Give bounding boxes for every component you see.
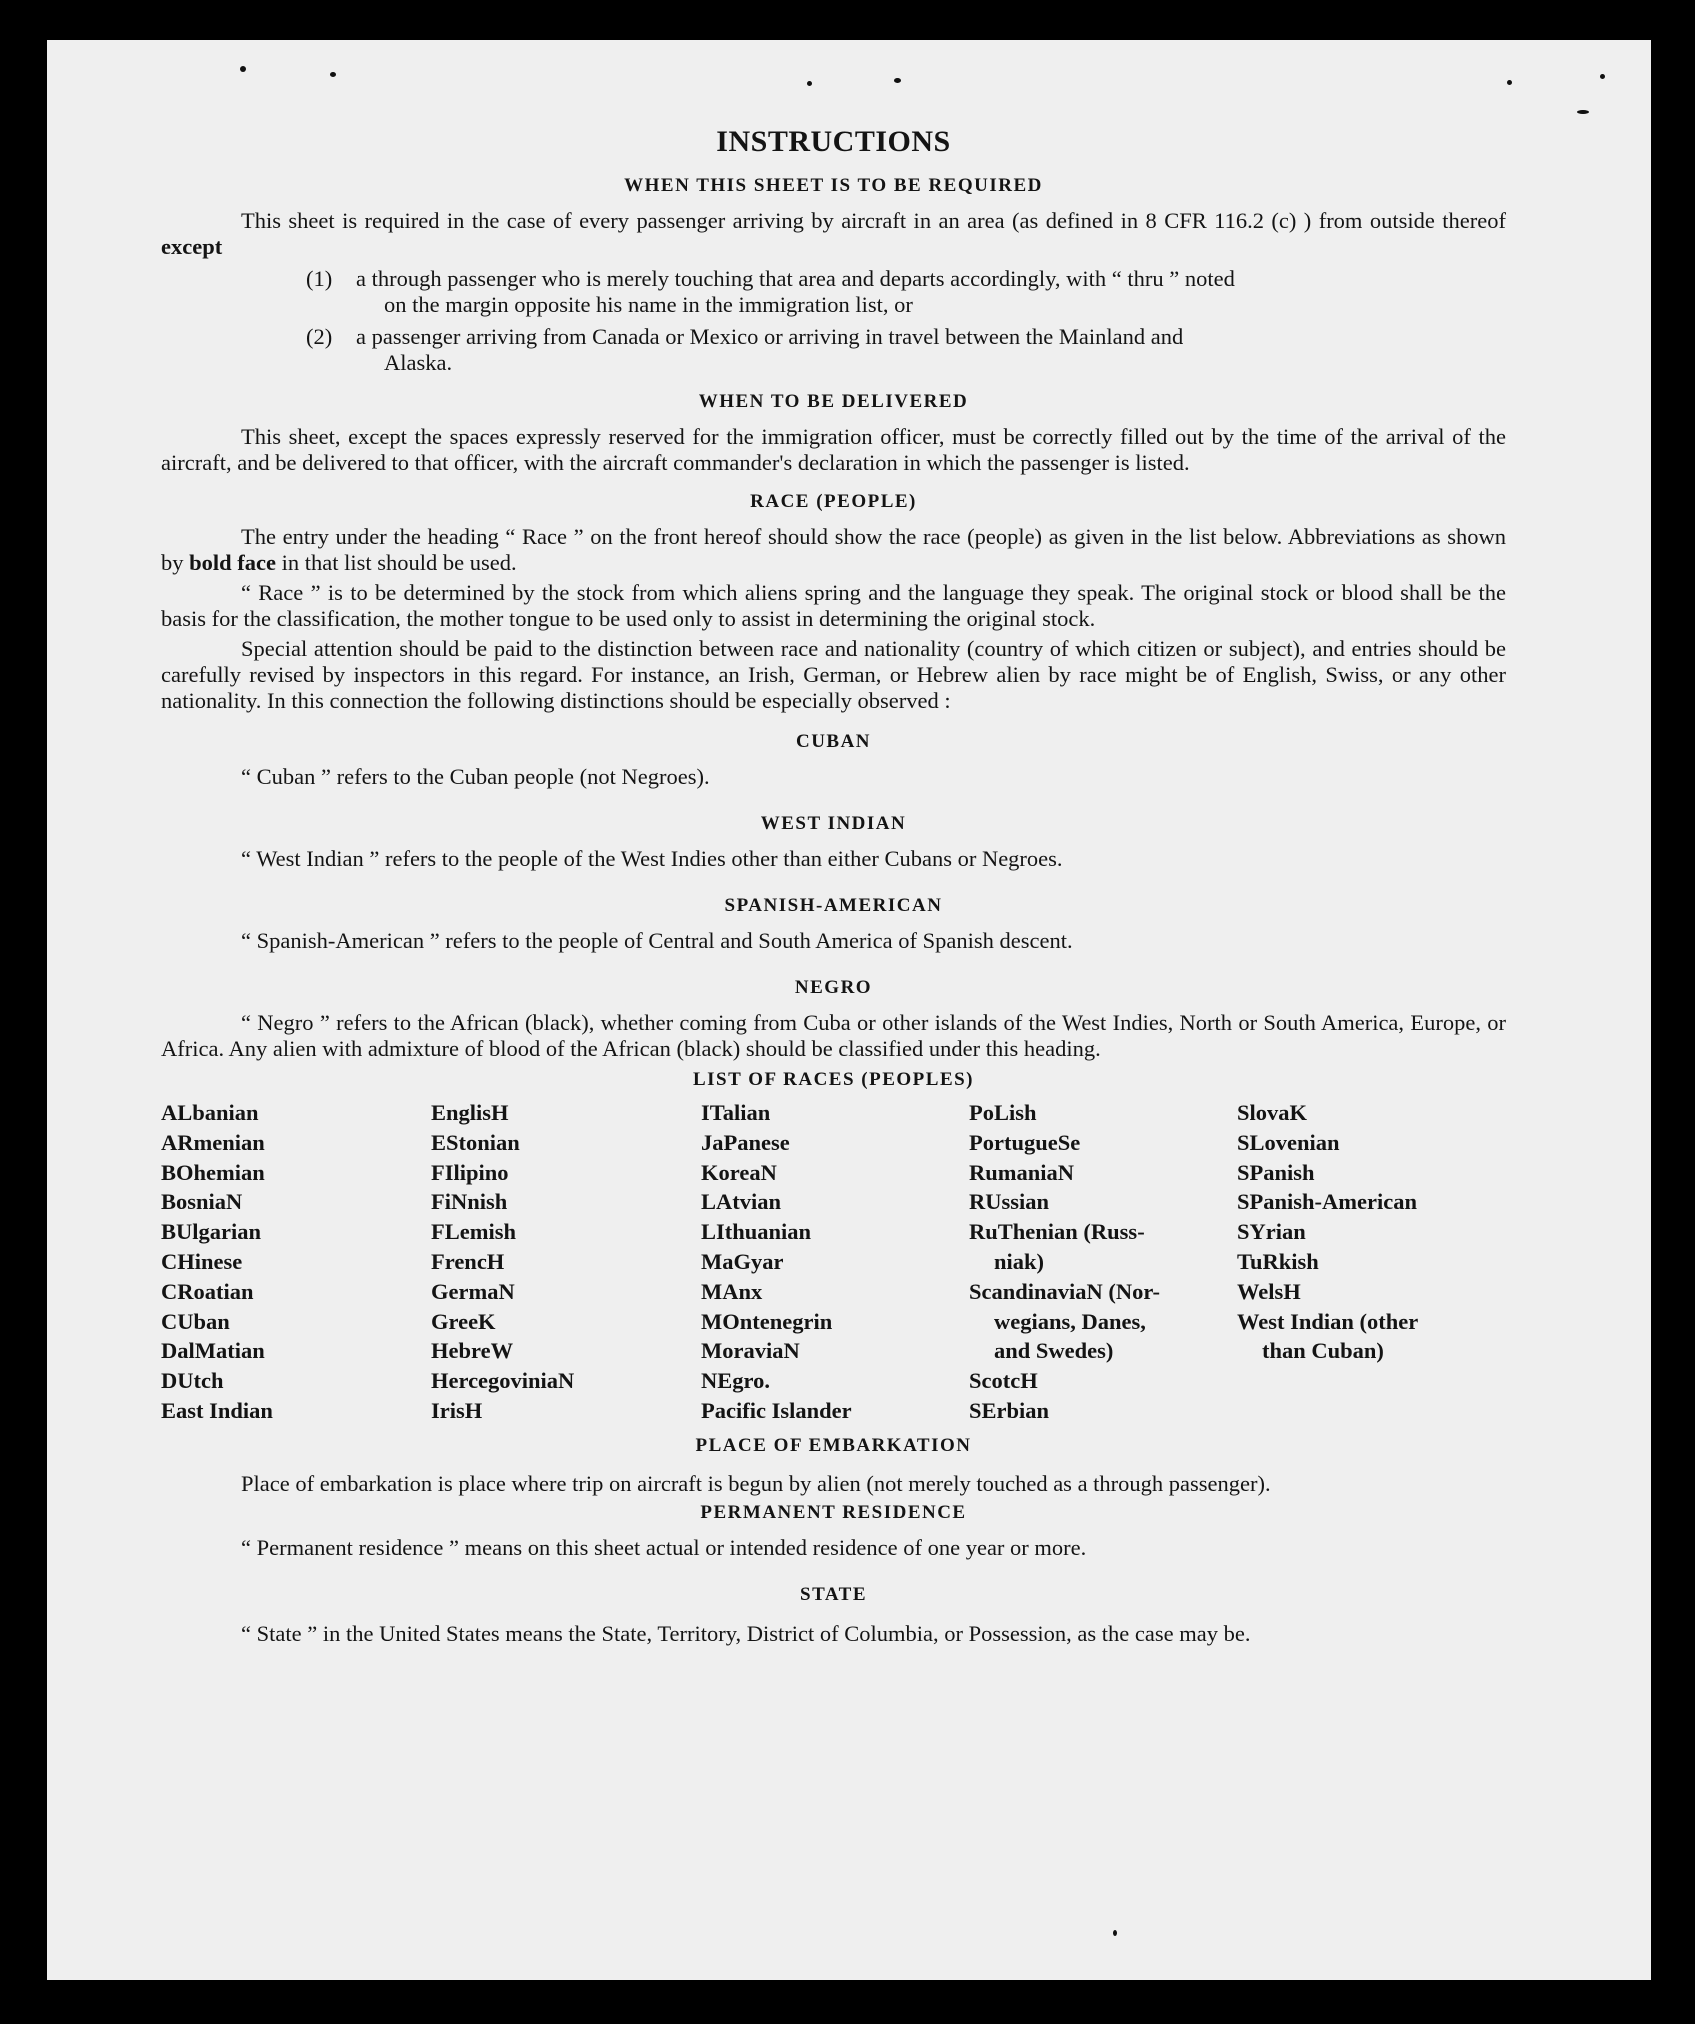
race-entry: and Swedes) [994, 1338, 1114, 1364]
race-entry: EnglisH [431, 1100, 509, 1125]
paragraph: “ Cuban ” refers to the Cuban people (not Negroes). [241, 764, 710, 789]
race-entry: niak) [994, 1248, 1045, 1274]
race-entry: ALbanian [161, 1100, 259, 1125]
race-entry: ARmenian [161, 1129, 265, 1155]
race-entry: FLemish [431, 1219, 517, 1245]
race-entry: HercegoviniaN [431, 1368, 575, 1394]
race-entry: PoLish [969, 1100, 1037, 1125]
list-item-text [356, 266, 1506, 318]
list-item-line: a through passenger who is merely touching that area and departs accordingly, with “ thru ” noted [356, 266, 1235, 291]
race-entry: IrisH [431, 1397, 483, 1423]
list-item [161, 266, 1506, 318]
race-entry: MoraviaN [701, 1338, 800, 1364]
race-entry: SPanish [1237, 1159, 1315, 1185]
race-entry: SPanish-American [1237, 1189, 1417, 1215]
ink-speck [1113, 1930, 1117, 1936]
ink-speck [807, 81, 812, 86]
race-entry: PortugueSe [969, 1129, 1081, 1155]
list-item-number: (1) [306, 266, 333, 291]
paragraph: “ Negro ” refers to the African (black), whether coming from Cuba or other islands of the West Indies, North or South America, Europe, or Africa. Any alien with admixture of blood of the African (black) should be classified under this heading. [161, 1010, 1506, 1061]
race-entry: West Indian (other [1237, 1308, 1419, 1334]
race-entry: CRoatian [161, 1278, 254, 1304]
race-column-4 [969, 1098, 1237, 1426]
race-entry: GermaN [431, 1278, 515, 1304]
race-entry: FIlipino [431, 1159, 509, 1185]
race-entry: than Cuban) [1262, 1338, 1384, 1364]
list-item-number: (2) [306, 324, 333, 349]
race-entry: SlovaK [1237, 1100, 1308, 1125]
race-entry: HebreW [431, 1338, 514, 1364]
ink-speck [1600, 74, 1605, 79]
race-list [161, 1098, 1506, 1426]
race-entry: RumaniaN [969, 1159, 1075, 1185]
race-entry: DUtch [161, 1368, 224, 1394]
race-entry: Pacific Islander [701, 1397, 852, 1423]
race-entry: LAtvian [701, 1189, 782, 1215]
race-entry: BOhemian [161, 1159, 265, 1185]
emphasis-text: bold face [189, 550, 276, 575]
section-heading: NEGRO [794, 977, 873, 998]
list-item-line: Alaska. [384, 350, 453, 375]
list-item-line: a passenger arriving from Canada or Mexico or arriving in travel between the Mainland and [356, 324, 1184, 349]
paragraph: Place of embarkation is place where trip on aircraft is begun by alien (not merely touched as a through passenger). [241, 1470, 1271, 1496]
instructions-body [161, 124, 1506, 1650]
list-item [161, 324, 1506, 376]
ink-speck [330, 72, 336, 77]
race-entry: MOntenegrin [701, 1308, 833, 1334]
paragraph: “ West Indian ” refers to the people of the West Indies other than either Cubans or Negroes. [241, 846, 1063, 871]
paragraph-text: in that list should be used. [281, 550, 517, 575]
race-entry: BUlgarian [161, 1219, 262, 1245]
race-entry: WelsH [1237, 1278, 1301, 1304]
section-heading: SPANISH-AMERICAN [724, 895, 943, 916]
race-entry: DalMatian [161, 1338, 265, 1364]
paragraph-text: This sheet is required in the case of every passenger arriving by aircraft in an area (as defined in 8 CFR 116.2 (c) ) from outside thereof [241, 208, 1506, 233]
section-heading: PLACE OF EMBARKATION [695, 1434, 972, 1456]
race-column-5 [1237, 1098, 1506, 1426]
race-entry: SErbian [969, 1397, 1050, 1423]
ink-speck [1577, 110, 1589, 114]
emphasis-text: except [161, 234, 223, 259]
race-entry: SLovenian [1237, 1129, 1340, 1155]
race-entry: EStonian [431, 1129, 520, 1155]
race-entry: wegians, Danes, [994, 1308, 1146, 1334]
list-item-text [356, 324, 1506, 376]
section-heading: LIST OF RACES (PEOPLES) [692, 1069, 975, 1090]
race-entry: ScotcH [969, 1368, 1038, 1394]
page-title: INSTRUCTIONS [716, 125, 951, 158]
race-entry: MAnx [701, 1278, 763, 1304]
ink-speck [240, 66, 246, 72]
race-entry: MaGyar [701, 1248, 784, 1274]
paragraph: “ Permanent residence ” means on this sheet actual or intended residence of one year or more. [241, 1534, 1087, 1560]
ink-speck [1507, 80, 1512, 85]
section-heading: WHEN TO BE DELIVERED [698, 391, 969, 412]
list-item-line: on the margin opposite his name in the immigration list, or [384, 292, 913, 317]
race-entry: LIthuanian [701, 1219, 812, 1245]
race-entry: KoreaN [701, 1159, 777, 1185]
race-entry: NEgro. [701, 1368, 770, 1394]
paragraph: “ Spanish-American ” refers to the people of Central and South America of Spanish descent. [241, 928, 1073, 953]
ink-speck [894, 78, 901, 83]
race-entry: TuRkish [1237, 1248, 1319, 1274]
race-entry: BosniaN [161, 1189, 243, 1215]
section-heading: WEST INDIAN [760, 813, 907, 834]
paragraph-text: The entry under the heading “ Race ” on the front hereof should show the race (people) as given in the list below. Abbreviations as shown by [161, 524, 1506, 575]
section-heading: RACE (PEOPLE) [750, 491, 917, 512]
race-entry: CUban [161, 1308, 230, 1334]
paragraph [161, 524, 1506, 576]
paragraph [161, 208, 1506, 260]
paragraph: This sheet, except the spaces expressly reserved for the immigration officer, must be correctly filled out by the time of the arrival of the aircraft, and be delivered to that officer, with the aircraft commander's declaration in which the passenger is listed. [161, 424, 1506, 475]
race-entry: RUssian [969, 1189, 1050, 1215]
paragraph: Special attention should be paid to the distinction between race and nationality (country of which citizen or subject), and entries should be carefully revised by inspectors in this regard. For instance, an Irish, German, or Hebrew alien by race might be of English, Swiss, or any other nationality. In this connection the following distinctions should be especially observed : [161, 636, 1506, 713]
race-entry: ScandinaviaN (Nor- [969, 1278, 1161, 1304]
section-heading: WHEN THIS SHEET IS TO BE REQUIRED [624, 175, 1043, 196]
race-entry: SYrian [1237, 1219, 1306, 1245]
paragraph: “ Race ” is to be determined by the stock from which aliens spring and the language they speak. The original stock or blood shall be the basis for the classification, the mother tongue to be used only to assist in determining the original stock. [161, 580, 1506, 631]
race-entry: FrencH [431, 1248, 505, 1274]
section-heading: PERMANENT RESIDENCE [700, 1501, 967, 1523]
race-entry: FiNnish [431, 1189, 508, 1215]
paragraph: “ State ” in the United States means the State, Territory, District of Columbia, or Possession, as the case may be. [241, 1620, 1251, 1646]
section-heading: CUBAN [795, 731, 872, 752]
race-column-1 [161, 1098, 431, 1426]
race-entry: GreeK [431, 1308, 496, 1334]
race-column-3 [701, 1098, 969, 1426]
race-column-2 [431, 1098, 701, 1426]
race-entry: East Indian [161, 1397, 273, 1423]
race-entry: RuThenian (Russ- [969, 1219, 1145, 1245]
race-entry: ITalian [701, 1100, 771, 1125]
race-entry: JaPanese [701, 1129, 790, 1155]
section-heading: STATE [800, 1583, 867, 1605]
race-entry: CHinese [161, 1248, 243, 1274]
